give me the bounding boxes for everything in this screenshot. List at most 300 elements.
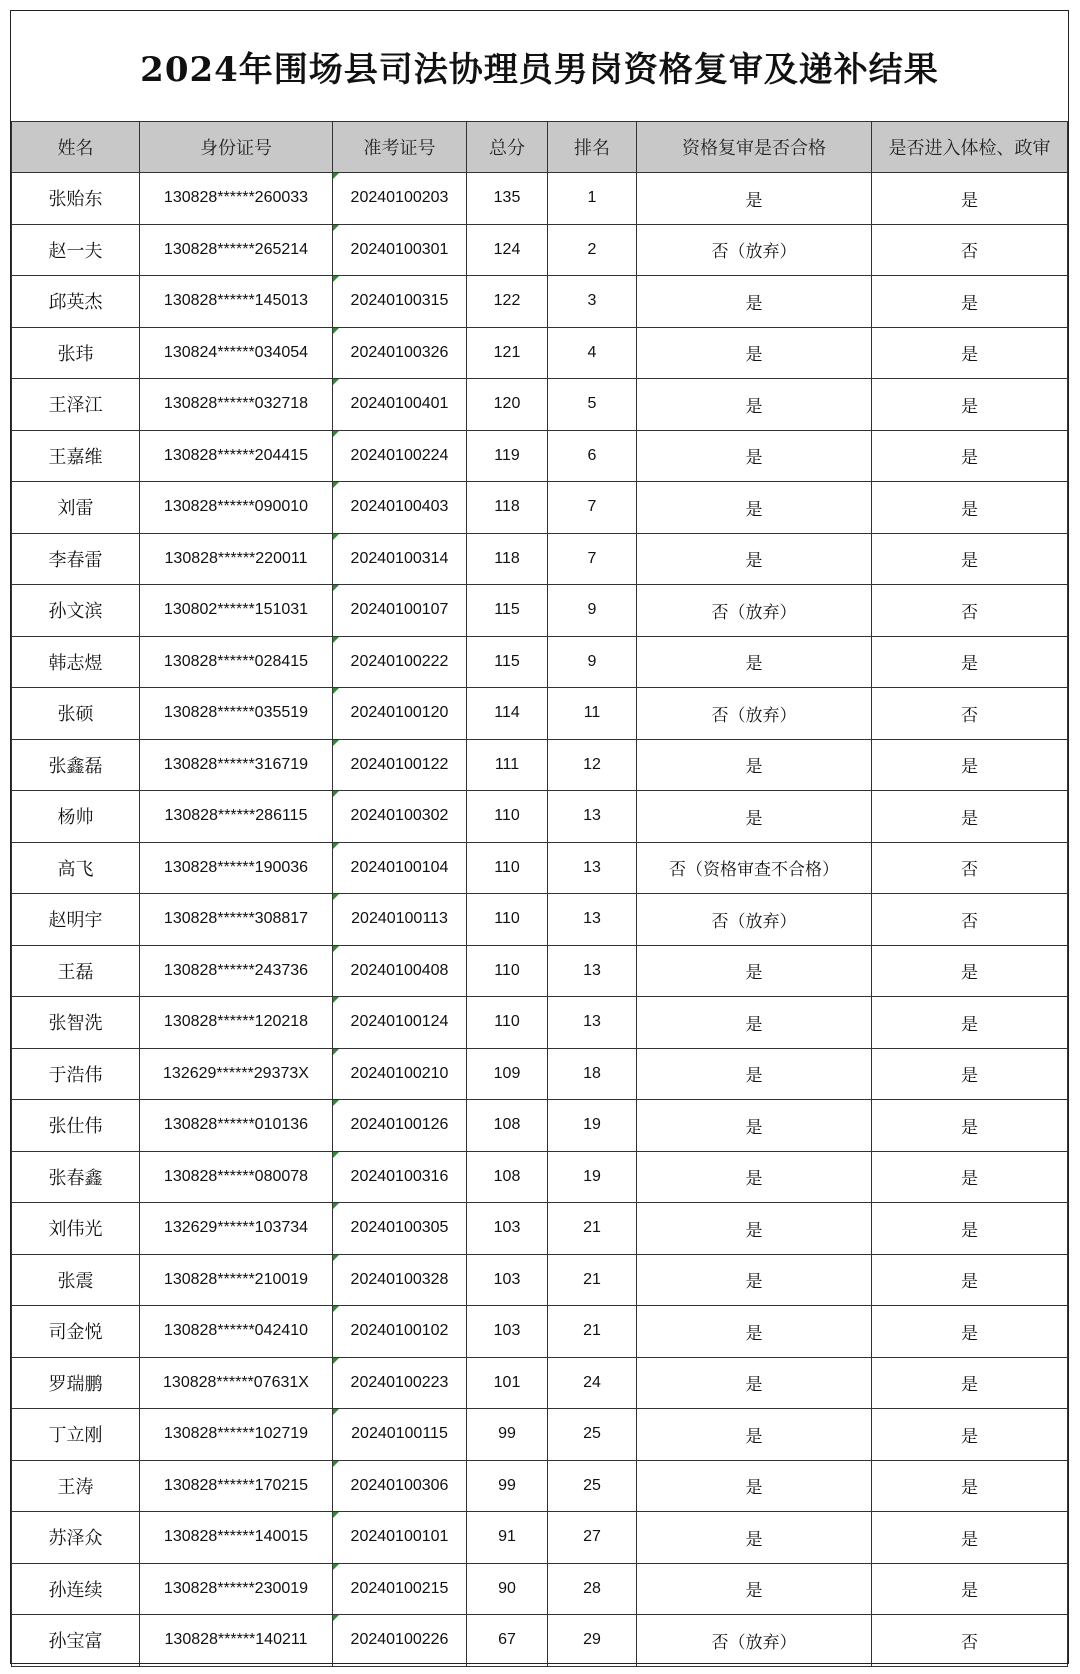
table-row: [12, 791, 1068, 843]
cell-review-qualified: 是: [637, 739, 872, 791]
cell-enter-exam: 是: [872, 276, 1068, 328]
cell-exam-number: [333, 173, 467, 225]
cell-rank: 19: [548, 1100, 637, 1152]
table-row: [12, 739, 1068, 791]
cell-exam-number: [333, 1306, 467, 1358]
table-row: [12, 173, 1068, 225]
cell-rank: 29: [548, 1615, 637, 1667]
cell-id-number: 130828******170215: [140, 1460, 333, 1512]
cell-marker-icon: [333, 1409, 339, 1415]
cell-name: 张仕伟: [12, 1100, 140, 1152]
cell-name: 张春鑫: [12, 1151, 140, 1203]
cell-review-qualified: 是: [637, 1203, 872, 1255]
cell-id-number: 130828******035519: [140, 688, 333, 740]
cell-exam-number: [333, 1512, 467, 1564]
cell-enter-exam: 是: [872, 1100, 1068, 1152]
header-enter-exam: 是否进入体检、政审: [872, 122, 1068, 173]
table-row: [12, 379, 1068, 431]
cell-name: 张震: [12, 1254, 140, 1306]
cell-rank: 3: [548, 276, 637, 328]
cell-review-qualified: 是: [637, 173, 872, 225]
cell-exam-number-text: 20240100226: [350, 1631, 449, 1649]
cell-exam-number: [333, 430, 467, 482]
cell-name: 张硕: [12, 688, 140, 740]
table-row: [12, 533, 1068, 585]
cell-name: 于浩伟: [12, 1048, 140, 1100]
cell-total-score: 110: [467, 945, 548, 997]
cell-total-score: 119: [467, 430, 548, 482]
cell-review-qualified: 是: [637, 379, 872, 431]
table-row: [12, 945, 1068, 997]
cell-exam-number: [333, 1409, 467, 1461]
cell-exam-number-text: 20240100305: [350, 1219, 449, 1237]
cell-rank: 19: [548, 1151, 637, 1203]
table-row: [12, 688, 1068, 740]
table-row: [12, 224, 1068, 276]
cell-exam-number: [333, 688, 467, 740]
cell-enter-exam: 否: [872, 688, 1068, 740]
cell-exam-number: [333, 1357, 467, 1409]
cell-rank: 5: [548, 379, 637, 431]
cell-marker-icon: [333, 585, 339, 591]
cell-total-score: 99: [467, 1409, 548, 1461]
cell-review-qualified: 否（资格审查不合格）: [637, 842, 872, 894]
cell-id-number: 130828******080078: [140, 1151, 333, 1203]
cell-name: 苏泽众: [12, 1512, 140, 1564]
cell-rank: 11: [548, 688, 637, 740]
cell-exam-number-text: 20240100102: [350, 1322, 449, 1340]
cell-rank: 12: [548, 739, 637, 791]
cell-total-score: 108: [467, 1100, 548, 1152]
table-row: [12, 636, 1068, 688]
cell-exam-number: [333, 997, 467, 1049]
cell-marker-icon: [333, 1512, 339, 1518]
cell-name: 李春雷: [12, 533, 140, 585]
header-total-score: 总分: [467, 122, 548, 173]
cell-review-qualified: 是: [637, 945, 872, 997]
cell-review-qualified: 否（放弃）: [637, 224, 872, 276]
cell-exam-number-text: 20240100401: [350, 395, 449, 413]
cell-enter-exam: 是: [872, 533, 1068, 585]
cell-exam-number: [333, 894, 467, 946]
cell-exam-number-text: 20240100203: [350, 189, 449, 207]
cell-total-score: 110: [467, 894, 548, 946]
cell-review-qualified: 否（放弃）: [637, 585, 872, 637]
cell-exam-number-text: 20240100222: [350, 652, 449, 670]
table-row: [12, 1100, 1068, 1152]
cell-enter-exam: 是: [872, 1563, 1068, 1615]
cell-rank: 13: [548, 791, 637, 843]
cell-review-qualified: 是: [637, 1512, 872, 1564]
cell-name: 孙连续: [12, 1563, 140, 1615]
cell-enter-exam: 是: [872, 1151, 1068, 1203]
cell-exam-number: [333, 945, 467, 997]
cell-enter-exam: 是: [872, 945, 1068, 997]
cell-exam-number-text: 20240100314: [350, 549, 449, 567]
cell-total-score: 109: [467, 1048, 548, 1100]
cell-exam-number: [333, 739, 467, 791]
cell-name: 孙宝富: [12, 1615, 140, 1667]
table-row: [12, 997, 1068, 1049]
cell-name: 张智洗: [12, 997, 140, 1049]
cell-exam-number: [333, 1048, 467, 1100]
cell-total-score: 110: [467, 997, 548, 1049]
cell-review-qualified: 是: [637, 997, 872, 1049]
cell-enter-exam: 是: [872, 173, 1068, 225]
cell-id-number: 130828******220011: [140, 533, 333, 585]
cell-rank: 18: [548, 1048, 637, 1100]
cell-exam-number-text: 20240100115: [351, 1425, 448, 1443]
cell-exam-number: [333, 1460, 467, 1512]
cell-marker-icon: [333, 482, 339, 488]
cell-exam-number: [333, 482, 467, 534]
cell-total-score: 124: [467, 224, 548, 276]
cell-exam-number: [333, 1254, 467, 1306]
table-row: [12, 585, 1068, 637]
cell-name: 王泽江: [12, 379, 140, 431]
header-review-qualified: 资格复审是否合格: [637, 122, 872, 173]
header-exam-number: 准考证号: [333, 122, 467, 173]
table-row: [12, 327, 1068, 379]
cell-review-qualified: 是: [637, 1048, 872, 1100]
cell-exam-number: [333, 1615, 467, 1667]
cell-exam-number: [333, 842, 467, 894]
cell-marker-icon: [333, 637, 339, 643]
cell-exam-number-text: 20240100224: [350, 446, 449, 464]
cell-review-qualified: 是: [637, 1306, 872, 1358]
cell-exam-number: [333, 276, 467, 328]
page-title: 2024年围场县司法协理员男岗资格复审及递补结果: [140, 49, 939, 90]
cell-total-score: 103: [467, 1306, 548, 1358]
cell-name: 张贻东: [12, 173, 140, 225]
cell-review-qualified: 是: [637, 1100, 872, 1152]
cell-id-number: 130828******286115: [140, 791, 333, 843]
cell-marker-icon: [333, 379, 339, 385]
cell-enter-exam: 是: [872, 739, 1068, 791]
cell-exam-number-text: 20240100210: [350, 1064, 449, 1082]
cell-marker-icon: [333, 1461, 339, 1467]
cell-rank: 2: [548, 224, 637, 276]
cell-total-score: 115: [467, 585, 548, 637]
cell-exam-number: [333, 379, 467, 431]
cell-id-number: 130828******028415: [140, 636, 333, 688]
results-table: [11, 121, 1068, 1667]
cell-exam-number-text: 20240100408: [350, 961, 449, 979]
table-row: [12, 842, 1068, 894]
cell-rank: 13: [548, 997, 637, 1049]
cell-name: 王涛: [12, 1460, 140, 1512]
cell-exam-number-text: 20240100120: [350, 704, 449, 722]
cell-id-number: 130828******190036: [140, 842, 333, 894]
cell-total-score: 121: [467, 327, 548, 379]
cell-exam-number-text: 20240100215: [350, 1579, 449, 1597]
cell-rank: 25: [548, 1460, 637, 1512]
cell-exam-number-text: 20240100302: [350, 807, 449, 825]
cell-enter-exam: 是: [872, 997, 1068, 1049]
cell-review-qualified: 是: [637, 636, 872, 688]
cell-enter-exam: 是: [872, 379, 1068, 431]
table-row: [12, 1563, 1068, 1615]
cell-marker-icon: [333, 1615, 339, 1621]
cell-exam-number-text: 20240100326: [350, 343, 449, 361]
cell-total-score: 111: [467, 739, 548, 791]
cell-rank: 21: [548, 1254, 637, 1306]
cell-exam-number-text: 20240100223: [350, 1373, 449, 1391]
cell-marker-icon: [333, 688, 339, 694]
cell-enter-exam: 是: [872, 1306, 1068, 1358]
cell-total-score: 110: [467, 791, 548, 843]
cell-enter-exam: 否: [872, 1615, 1068, 1667]
cell-exam-number-text: 20240100316: [350, 1167, 449, 1185]
cell-enter-exam: 是: [872, 636, 1068, 688]
cell-name: 孙文滨: [12, 585, 140, 637]
cell-name: 高飞: [12, 842, 140, 894]
cell-name: 邱英杰: [12, 276, 140, 328]
cell-enter-exam: 是: [872, 430, 1068, 482]
table-row: [12, 894, 1068, 946]
cell-enter-exam: 是: [872, 1203, 1068, 1255]
cell-name: 杨帅: [12, 791, 140, 843]
cell-total-score: 118: [467, 533, 548, 585]
cell-id-number: 130828******230019: [140, 1563, 333, 1615]
table-row: [12, 1306, 1068, 1358]
cell-review-qualified: 是: [637, 1254, 872, 1306]
cell-total-score: 108: [467, 1151, 548, 1203]
cell-id-number: 130828******140015: [140, 1512, 333, 1564]
cell-id-number: 130828******010136: [140, 1100, 333, 1152]
cell-exam-number-text: 20240100104: [350, 858, 449, 876]
cell-exam-number-text: 20240100315: [350, 292, 449, 310]
cell-exam-number: [333, 791, 467, 843]
cell-review-qualified: 是: [637, 1460, 872, 1512]
cell-rank: 7: [548, 533, 637, 585]
cell-id-number: 130828******210019: [140, 1254, 333, 1306]
table-row: [12, 1512, 1068, 1564]
cell-id-number: 130828******260033: [140, 173, 333, 225]
cell-total-score: 103: [467, 1254, 548, 1306]
cell-enter-exam: 是: [872, 327, 1068, 379]
cell-id-number: 130828******120218: [140, 997, 333, 1049]
cell-id-number: 130828******316719: [140, 739, 333, 791]
cell-enter-exam: 否: [872, 894, 1068, 946]
cell-name: 王磊: [12, 945, 140, 997]
cell-rank: 25: [548, 1409, 637, 1461]
cell-rank: 6: [548, 430, 637, 482]
cell-exam-number-text: 20240100301: [350, 240, 449, 258]
cell-review-qualified: 否（放弃）: [637, 894, 872, 946]
cell-exam-number: [333, 1563, 467, 1615]
cell-exam-number-text: 20240100122: [350, 755, 449, 773]
cell-marker-icon: [333, 997, 339, 1003]
cell-enter-exam: 是: [872, 1254, 1068, 1306]
cell-marker-icon: [333, 894, 339, 900]
cell-review-qualified: 否（放弃）: [637, 688, 872, 740]
cell-id-number: 130828******243736: [140, 945, 333, 997]
cell-exam-number-text: 20240100107: [350, 601, 449, 619]
cell-marker-icon: [333, 328, 339, 334]
header-id-number: 身份证号: [140, 122, 333, 173]
cell-review-qualified: 是: [637, 1151, 872, 1203]
cell-rank: 21: [548, 1203, 637, 1255]
table-row: [12, 1048, 1068, 1100]
cell-total-score: 118: [467, 482, 548, 534]
cell-rank: 9: [548, 585, 637, 637]
cell-id-number: 132629******29373X: [140, 1048, 333, 1100]
cell-review-qualified: 是: [637, 533, 872, 585]
cell-rank: 4: [548, 327, 637, 379]
cell-id-number: 130828******032718: [140, 379, 333, 431]
cell-id-number: 130824******034054: [140, 327, 333, 379]
header-name: 姓名: [12, 122, 140, 173]
cell-marker-icon: [333, 843, 339, 849]
cell-exam-number-text: 20240100306: [350, 1476, 449, 1494]
cell-rank: 9: [548, 636, 637, 688]
cell-exam-number: [333, 1100, 467, 1152]
table-row: [12, 1254, 1068, 1306]
cell-total-score: 90: [467, 1563, 548, 1615]
cell-exam-number-text: 20240100328: [350, 1270, 449, 1288]
cell-total-score: 114: [467, 688, 548, 740]
cell-name: 张鑫磊: [12, 739, 140, 791]
cell-marker-icon: [333, 1203, 339, 1209]
cell-review-qualified: 是: [637, 482, 872, 534]
table-row: [12, 1357, 1068, 1409]
cell-rank: 13: [548, 894, 637, 946]
cell-id-number: 130828******090010: [140, 482, 333, 534]
cell-enter-exam: 否: [872, 842, 1068, 894]
cell-name: 赵一夫: [12, 224, 140, 276]
cell-review-qualified: 是: [637, 1563, 872, 1615]
cell-exam-number: [333, 585, 467, 637]
cell-enter-exam: 是: [872, 1512, 1068, 1564]
cell-review-qualified: 是: [637, 1409, 872, 1461]
cell-exam-number-text: 20240100101: [350, 1528, 449, 1546]
results-sheet: [10, 10, 1069, 1664]
cell-name: 韩志煜: [12, 636, 140, 688]
cell-marker-icon: [333, 1255, 339, 1261]
cell-exam-number: [333, 224, 467, 276]
table-row: [12, 482, 1068, 534]
cell-marker-icon: [333, 740, 339, 746]
cell-enter-exam: 是: [872, 1357, 1068, 1409]
cell-review-qualified: 是: [637, 276, 872, 328]
cell-id-number: 130828******140211: [140, 1615, 333, 1667]
cell-marker-icon: [333, 276, 339, 282]
cell-marker-icon: [333, 1152, 339, 1158]
cell-enter-exam: 否: [872, 224, 1068, 276]
cell-id-number: 130828******145013: [140, 276, 333, 328]
cell-marker-icon: [333, 173, 339, 179]
cell-exam-number: [333, 533, 467, 585]
title-area: [11, 11, 1068, 122]
cell-enter-exam: 是: [872, 482, 1068, 534]
cell-id-number: 130828******204415: [140, 430, 333, 482]
cell-exam-number: [333, 1151, 467, 1203]
cell-rank: 13: [548, 842, 637, 894]
cell-exam-number: [333, 1203, 467, 1255]
cell-name: 王嘉维: [12, 430, 140, 482]
cell-review-qualified: 是: [637, 430, 872, 482]
cell-total-score: 91: [467, 1512, 548, 1564]
cell-marker-icon: [333, 225, 339, 231]
cell-enter-exam: 是: [872, 791, 1068, 843]
cell-marker-icon: [333, 1564, 339, 1570]
header-rank: 排名: [548, 122, 637, 173]
cell-name: 司金悦: [12, 1306, 140, 1358]
cell-enter-exam: 是: [872, 1048, 1068, 1100]
cell-exam-number-text: 20240100403: [350, 498, 449, 516]
cell-total-score: 135: [467, 173, 548, 225]
cell-rank: 1: [548, 173, 637, 225]
cell-marker-icon: [333, 1306, 339, 1312]
cell-name: 刘雷: [12, 482, 140, 534]
cell-marker-icon: [333, 1100, 339, 1106]
cell-review-qualified: 是: [637, 1357, 872, 1409]
header-row: [12, 122, 1068, 173]
cell-marker-icon: [333, 791, 339, 797]
cell-enter-exam: 是: [872, 1409, 1068, 1461]
cell-marker-icon: [333, 534, 339, 540]
cell-total-score: 122: [467, 276, 548, 328]
cell-rank: 13: [548, 945, 637, 997]
cell-total-score: 99: [467, 1460, 548, 1512]
cell-marker-icon: [333, 946, 339, 952]
cell-rank: 24: [548, 1357, 637, 1409]
cell-rank: 28: [548, 1563, 637, 1615]
cell-name: 张玮: [12, 327, 140, 379]
cell-rank: 7: [548, 482, 637, 534]
table-row: [12, 1203, 1068, 1255]
cell-marker-icon: [333, 1049, 339, 1055]
table-row: [12, 430, 1068, 482]
cell-total-score: 110: [467, 842, 548, 894]
cell-exam-number-text: 20240100126: [350, 1116, 449, 1134]
cell-exam-number: [333, 636, 467, 688]
cell-rank: 27: [548, 1512, 637, 1564]
cell-total-score: 115: [467, 636, 548, 688]
cell-name: 罗瑞鹏: [12, 1357, 140, 1409]
cell-total-score: 101: [467, 1357, 548, 1409]
cell-id-number: 130828******102719: [140, 1409, 333, 1461]
cell-marker-icon: [333, 431, 339, 437]
cell-id-number: 130828******265214: [140, 224, 333, 276]
table-row: [12, 1460, 1068, 1512]
cell-review-qualified: 是: [637, 327, 872, 379]
cell-enter-exam: 否: [872, 585, 1068, 637]
cell-name: 刘伟光: [12, 1203, 140, 1255]
cell-id-number: 130828******07631X: [140, 1357, 333, 1409]
table-row: [12, 1151, 1068, 1203]
cell-name: 赵明宇: [12, 894, 140, 946]
cell-rank: 21: [548, 1306, 637, 1358]
cell-exam-number-text: 20240100124: [350, 1013, 449, 1031]
cell-total-score: 120: [467, 379, 548, 431]
table-body: [12, 173, 1068, 1667]
table-row: [12, 1409, 1068, 1461]
cell-enter-exam: 是: [872, 1460, 1068, 1512]
table-row: [12, 1615, 1068, 1667]
cell-total-score: 103: [467, 1203, 548, 1255]
cell-id-number: 130802******151031: [140, 585, 333, 637]
cell-id-number: 130828******308817: [140, 894, 333, 946]
cell-review-qualified: 是: [637, 791, 872, 843]
cell-exam-number: [333, 327, 467, 379]
table-row: [12, 276, 1068, 328]
cell-exam-number-text: 20240100113: [351, 910, 448, 928]
cell-total-score: 67: [467, 1615, 548, 1667]
cell-marker-icon: [333, 1358, 339, 1364]
cell-name: 丁立刚: [12, 1409, 140, 1461]
